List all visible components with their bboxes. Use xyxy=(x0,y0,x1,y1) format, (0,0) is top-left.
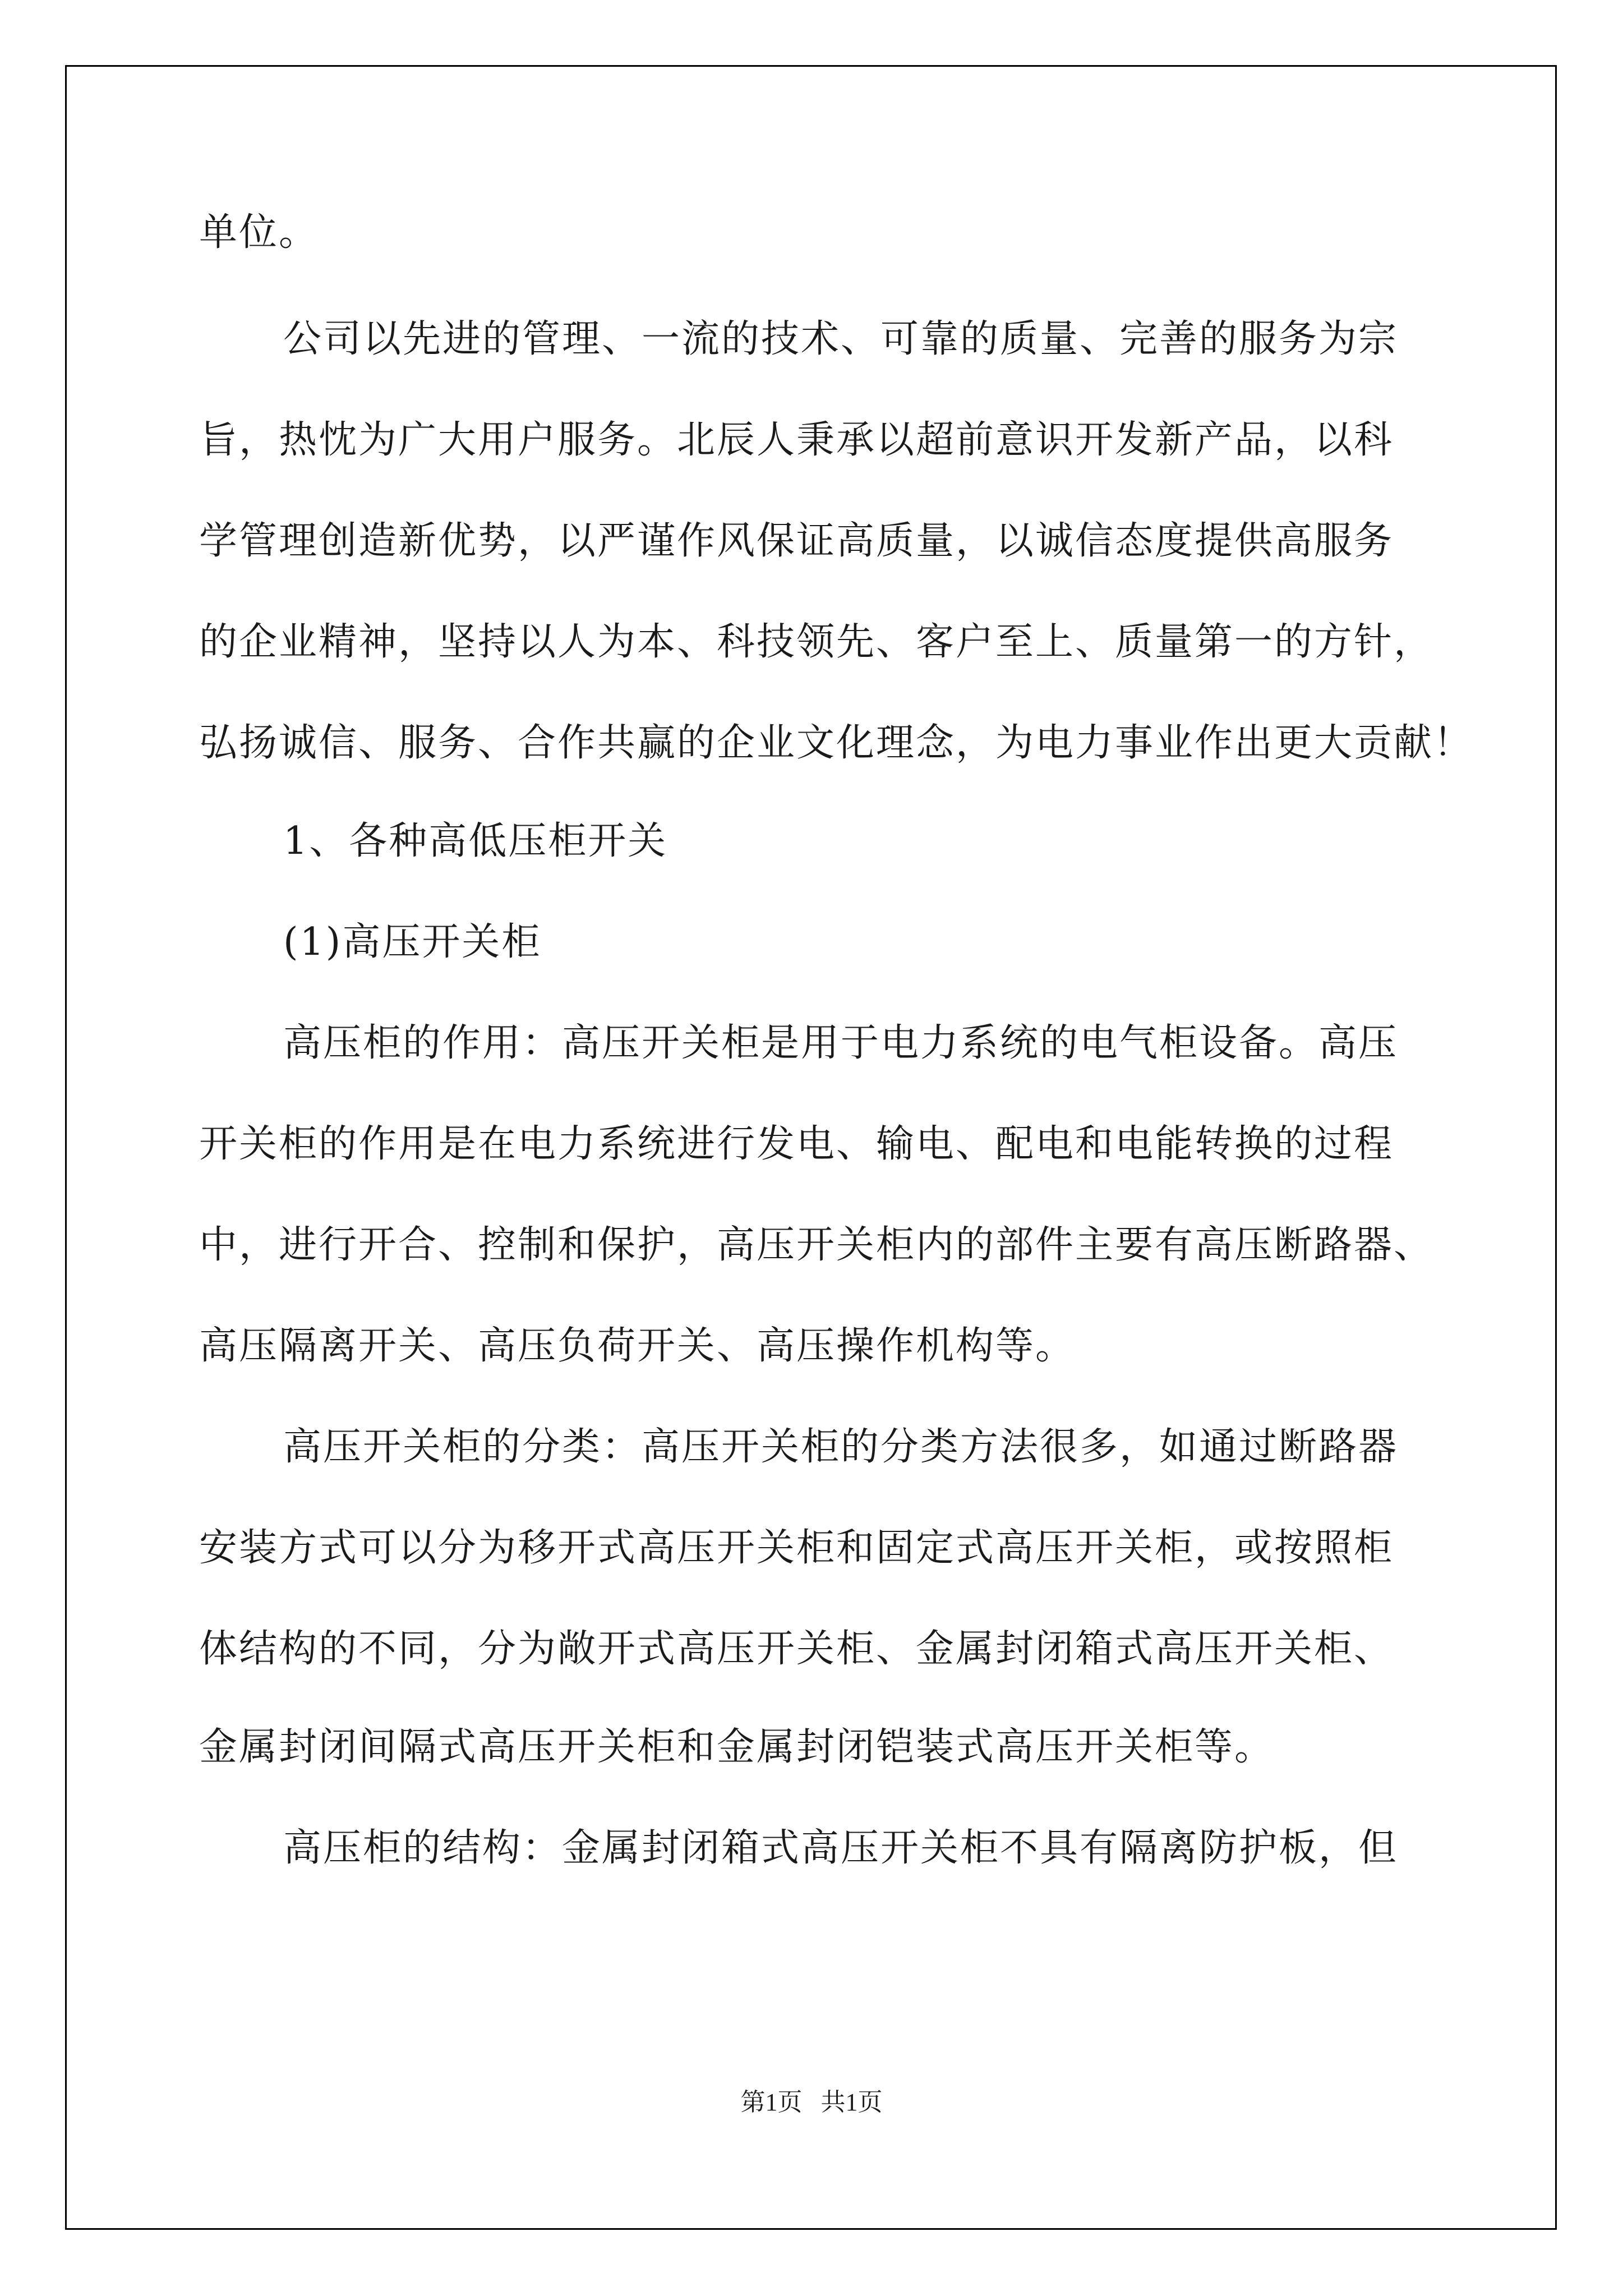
paragraph-start-line: 高压开关柜的分类：高压开关柜的分类方法很多，如通过断路器 xyxy=(283,1425,1399,1469)
paragraph-start-line: 高压柜的作用：高压开关柜是用于电力系统的电气柜设备。高压 xyxy=(283,1021,1399,1065)
paragraph-start-line: 公司以先进的管理、一流的技术、可靠的质量、完善的服务为宗 xyxy=(283,317,1399,361)
text-line: 安装方式可以分为移开式高压开关柜和固定式高压开关柜，或按照柜 xyxy=(199,1526,1394,1570)
text-line: 高压隔离开关、高压负荷开关、高压操作机构等。 xyxy=(199,1324,1076,1368)
text-line: 学管理创造新优势，以严谨作风保证高质量，以诚信态度提供高服务 xyxy=(199,519,1394,563)
paragraph-start-line: 高压柜的结构：金属封闭箱式高压开关柜不具有隔离防护板，但 xyxy=(283,1826,1399,1870)
text-line: 体结构的不同，分为敞开式高压开关柜、金属封闭箱式高压开关柜、 xyxy=(199,1627,1394,1671)
page-number-footer: 第1页 共1页 xyxy=(740,2088,883,2116)
text-line: 中，进行开合、控制和保护，高压开关柜内的部件主要有高压断路器、 xyxy=(199,1223,1434,1267)
text-line: 开关柜的作用是在电力系统进行发电、输电、配电和电能转换的过程 xyxy=(199,1122,1394,1166)
text-line: 单位。 xyxy=(199,210,319,255)
subsection-heading: (1)高压开关柜 xyxy=(283,920,542,964)
section-heading: 1、各种高低压柜开关 xyxy=(283,819,668,863)
text-line: 弘扬诚信、服务、合作共赢的企业文化理念，为电力事业作出更大贡献！ xyxy=(199,721,1474,765)
text-line: 金属封闭间隔式高压开关柜和金属封闭铠装式高压开关柜等。 xyxy=(199,1725,1275,1769)
text-line: 的企业精神，坚持以人为本、科技领先、客户至上、质量第一的方针， xyxy=(199,620,1434,664)
text-line: 旨，热忱为广大用户服务。北辰人秉承以超前意识开发新产品，以科 xyxy=(199,418,1394,462)
